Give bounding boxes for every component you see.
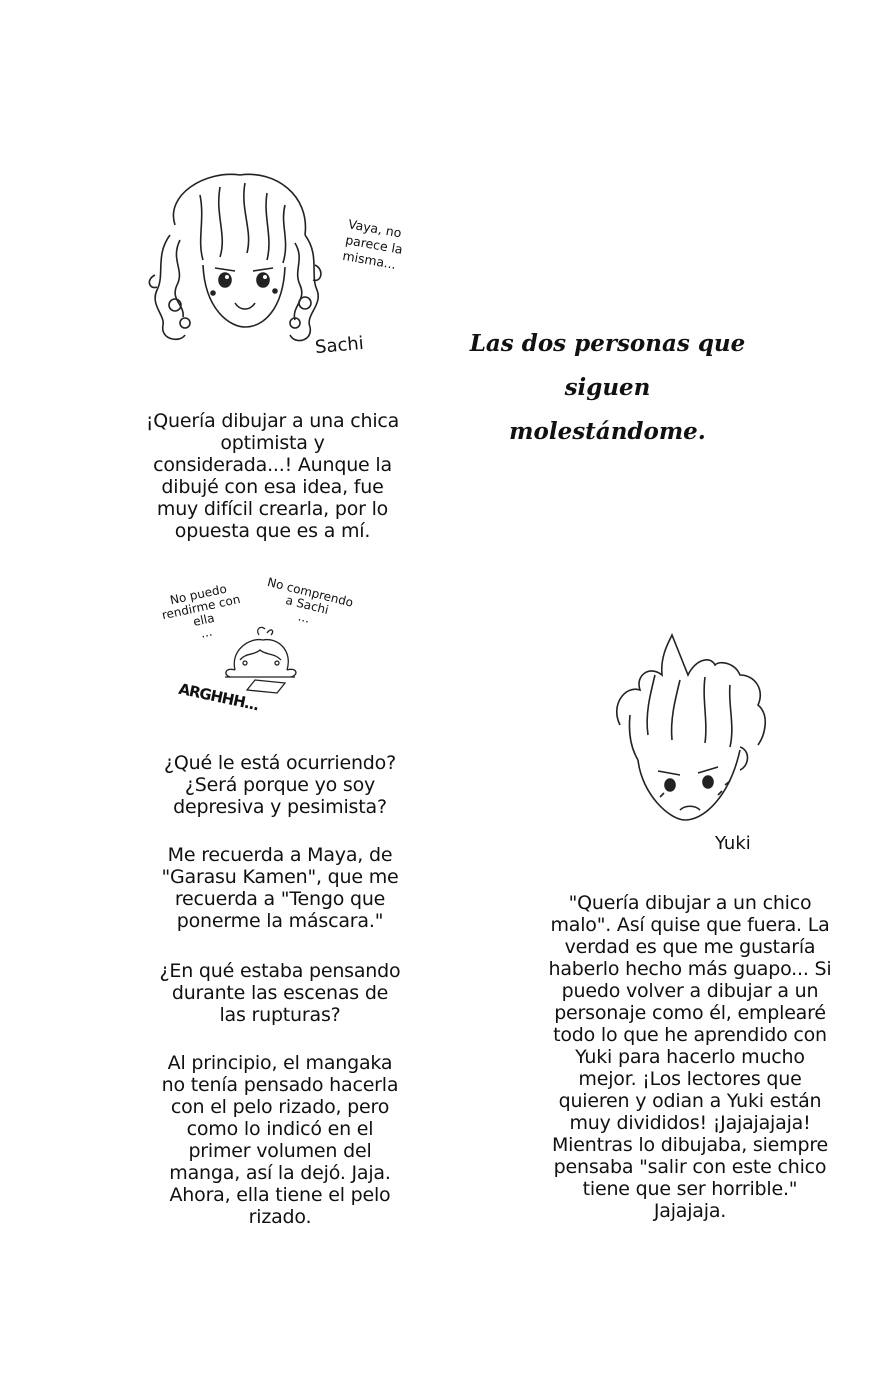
yuki-description: "Quería dibujar a un chico malo". Así quise que fuera. La verdad es que me gustaría haberlo hecho más guapo... Si puedo volver a dibujar a un personaje como él, emplearé todo lo que he aprendido con Yuki para hacerlo mucho mejor. ¡Los lectores que quieren y odian a Yuki están muy divididos! ¡Jajajajaja! Mientras lo dibujaba, siempre pensaba "salir con este chico tiene que ser horrible." Jajajaja. — [548, 892, 832, 1222]
note-3: ¿En qué estaba pensando durante las escenas de las rupturas? — [159, 960, 401, 1026]
note-2: Me recuerda a Maya, de "Garasu Kamen", que me recuerda a "Tengo que ponerme la máscara." — [161, 844, 399, 932]
yuki-drawing — [600, 635, 780, 860]
author-drawing — [215, 625, 305, 700]
sachi-portrait — [145, 165, 365, 365]
sachi-description: ¡Quería dibujar a una chica optimista y considerada...! Aunque la dibujé con esa idea, fue muy difícil crearla, por lo opuesta que es a mí. — [145, 410, 400, 542]
note-4: Al principio, el mangaka no tenía pensado hacerla con el pelo rizado, pero como lo indicó en el primer volumen del manga, así la dejó. Jaja. Ahora, ella tiene el pelo rizado. — [161, 1052, 399, 1228]
author-sketch — [215, 625, 305, 700]
sachi-speech-bubble: Vaya, no parece la misma... — [341, 216, 404, 272]
note-1: ¿Qué le está ocurriendo? ¿Será porque yo soy depresiva y pesimista? — [164, 752, 396, 818]
author-scream: ARGHHH... — [177, 679, 261, 715]
yuki-signature: Yuki — [715, 833, 751, 854]
page-title: Las dos personas que siguen molestándome. — [469, 330, 746, 445]
sachi-signature: Sachi — [314, 332, 365, 359]
yuki-portrait — [600, 635, 780, 860]
author-left-bubble: No puedo rendirme con ella ... — [160, 581, 242, 641]
author-right-bubble: No comprendo a Sachi ... — [265, 574, 355, 626]
sachi-drawing — [145, 165, 325, 365]
